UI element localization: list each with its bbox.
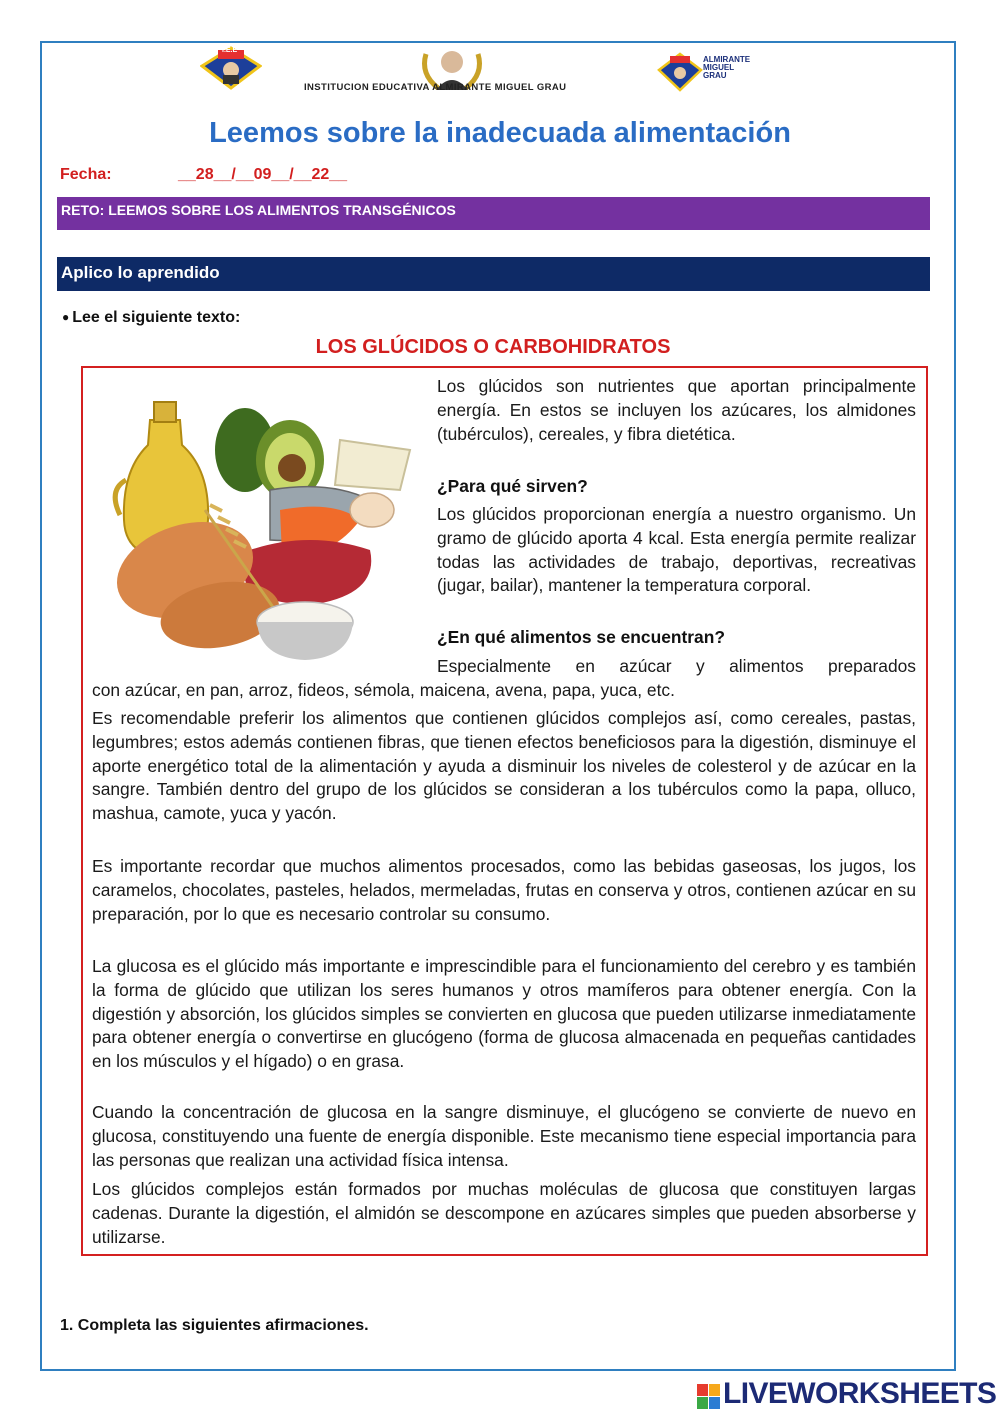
bullet-icon: ● (62, 310, 70, 324)
reading-answer-1: Los glúcidos proporcionan energía a nuestro organismo. Un gramo de glúcido aporta 4 kcal. Esta energía permite realizar todas las actividades de trabajo, deportivas, recreativas (jugar, bailar), mantener la temperatura corporal. (437, 504, 916, 596)
challenge-banner: RETO: LEEMOS SOBRE LOS ALIMENTOS TRANSGÉNICOS (57, 197, 930, 230)
subheading-para-que-sirven: ¿Para qué sirven? (437, 476, 588, 496)
reading-paragraph-6: Cuando la concentración de glucosa en la sangre disminuye, el glucógeno se convierte de nuevo en glucosa, constituyendo una fuente de energía disponible. Este mecanismo tiene especial importancia para las personas que realizan una actividad física intensa. (92, 1102, 916, 1170)
reading-answer-2-first-line: Especialmente en azúcar y alimentos preparados (437, 656, 916, 676)
reading-intro: Los glúcidos son nutrientes que aportan principalmente energía. En estos se incluyen los azúcares, los almidones (tubérculos), cereales, y fibra dietética. (437, 376, 916, 444)
side-line-2: MIGUEL (703, 63, 735, 72)
reading-paragraph-7: Los glúcidos complejos están formados por muchas moléculas de glucosa que constituyen largas cadenas. Durante la digestión, el almidón se descompone en azúcares simples que pueden absorberse y utilizarse. (92, 1179, 916, 1247)
liveworksheets-logo-icon (697, 1382, 721, 1412)
subheading-en-que-alimentos: ¿En qué alimentos se encuentran? (437, 627, 725, 647)
section-header: Aplico lo aprendido (57, 257, 930, 291)
left-logo-text: I.E.E (222, 47, 238, 54)
instruction-text: Lee el siguiente texto: (72, 309, 241, 326)
reading-answer-2-rest: con azúcar, en pan, arroz, fideos, sémola, maicena, avena, papa, yuca, etc. (92, 680, 675, 700)
side-line-1: ALMIRANTE (703, 55, 751, 64)
reading-paragraph-4: Es importante recordar que muchos alimentos procesados, como las bebidas gaseosas, los jugos, los caramelos, chocolates, pasteles, helados, mermeladas, frutas en conserva y otros, contienen azúcar en su preparación, por lo que es necesario controlar su consumo. (92, 856, 916, 924)
right-school-logo (657, 52, 703, 92)
food-illustration (110, 380, 430, 665)
date-label: Fecha: (60, 166, 112, 183)
side-line-3: GRAU (703, 71, 727, 80)
institution-name: INSTITUCION EDUCATIVA ALMIRANTE MIGUEL GRAU (304, 82, 567, 93)
page-title: Leemos sobre la inadecuada alimentación (209, 117, 791, 149)
reading-paragraph-5: La glucosa es el glúcido más importante e imprescindible para el funcionamiento del cerebro y es también la forma de glúcido que utilizan los seres humanos y otros mamíferos para obtener energía. Con la digestión y absorción, los glúcidos simples se convierten en glucosa que pueden utilizarse inmediatamente para obtener energía o convertirse en glucógeno (forma de glucosa almacenada en pequeñas cantidades en los músculos y el hígado) o en grasa. (92, 956, 916, 1072)
liveworksheets-brand: LIVEWORKSHEETS (723, 1377, 997, 1410)
question-1: 1. Completa las siguientes afirmaciones. (60, 1317, 369, 1334)
reading-title: LOS GLÚCIDOS O CARBOHIDRATOS (315, 336, 671, 358)
side-institution-text (703, 56, 750, 80)
reading-paragraph-3: Es recomendable preferir los alimentos que contienen glúcidos complejos así, como cereales, pastas, legumbres; estos además contienen fibras, que tienen efectos beneficiosos para la digestión, disminuye el aporte energético total de la alimentación y ayuda a disminuir los niveles de colesterol y de azúcar en la sangre. También dentro del grupo de los glúcidos se consideran a los tubérculos como la papa, olluco, mashua, camote, yuca y yacón. (92, 708, 916, 824)
date-value: __28__/__09__/__22__ (178, 166, 348, 183)
instruction (62, 309, 240, 327)
